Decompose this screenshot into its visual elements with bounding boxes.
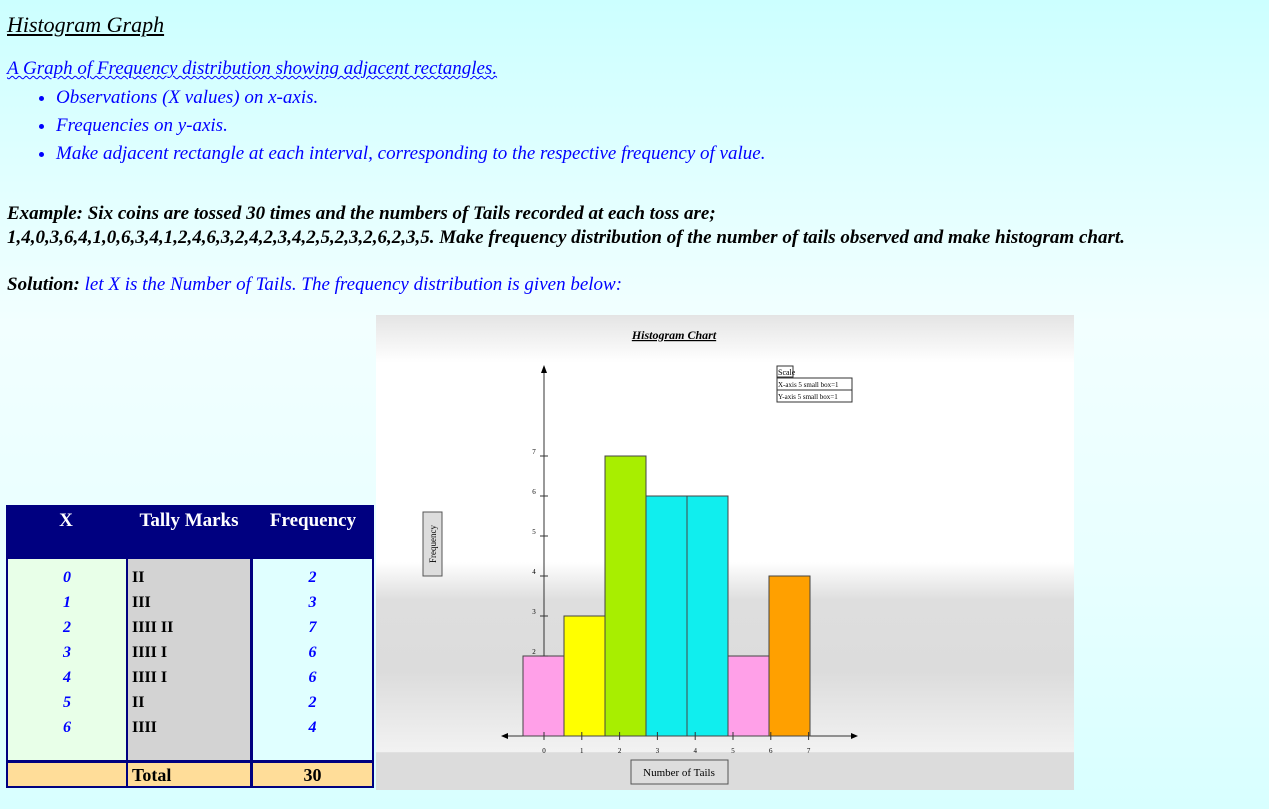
frequency-table (6, 505, 374, 788)
chart-title: Histogram Chart (631, 328, 717, 342)
x-tick-label: 0 (542, 747, 546, 755)
frequency-value: 6 (308, 644, 317, 661)
example-text (7, 202, 1125, 250)
histogram-bar (605, 456, 646, 736)
tally-marks: III (132, 594, 151, 611)
page-title: Histogram Graph (7, 12, 165, 37)
tally-marks: II (132, 569, 145, 586)
x-tick-label: 3 (655, 747, 660, 755)
tally-marks: IIII (132, 719, 157, 736)
x-value: 5 (63, 694, 71, 711)
x-tick-label: 1 (580, 747, 584, 755)
x-value: 1 (63, 594, 71, 611)
frequency-column (251, 557, 374, 762)
frequency-value: 3 (308, 594, 317, 611)
solution-body: let X is the Number of Tails. The frequency distribution is given below: (84, 274, 623, 295)
frequency-value: 7 (308, 619, 317, 636)
y-axis-arrow-icon (541, 365, 547, 373)
example-line: Example: Six coins are tossed 30 times and the numbers of Tails recorded at each toss are; (7, 203, 716, 224)
frequency-value: 2 (308, 694, 317, 711)
frequency-value: 6 (308, 669, 317, 686)
example-line: 1,4,0,3,6,4,1,0,6,3,4,1,2,4,6,3,2,4,2,3,4,2,5,2,3,2,6,2,3,5. Make frequency distribution of the number of tails observed and make histogram chart. (7, 227, 1125, 248)
bullet-item: • Observations (X values) on x-axis. (56, 84, 765, 112)
tally-column (126, 557, 252, 762)
x-tick-label: 6 (769, 747, 773, 755)
y-tick-label: 2 (532, 648, 536, 656)
histogram-bar (564, 616, 605, 736)
x-value: 3 (63, 644, 71, 661)
histogram-chart (376, 315, 1074, 790)
histogram-bar (769, 576, 810, 736)
total-value: 30 (251, 761, 374, 788)
header-frequency: Frequency (252, 505, 374, 557)
tally-marks: II (132, 694, 145, 711)
x-value: 4 (63, 669, 71, 686)
bullet-item: • Frequencies on y-axis. (56, 112, 765, 140)
x-value: 2 (63, 619, 71, 636)
tally-marks: IIII II (132, 619, 174, 636)
header-x: X (6, 505, 126, 557)
y-tick-label: 7 (532, 448, 536, 456)
chart-svg (376, 315, 1074, 790)
bullet-list (22, 84, 765, 168)
scale-box-y: Y-axis 5 small box=1 (778, 393, 838, 401)
tally-marks: IIII I (132, 644, 168, 661)
y-tick-label: 6 (532, 488, 536, 496)
x-tick-label: 7 (806, 747, 811, 755)
x-tick-label: 5 (731, 747, 735, 755)
solution-label: Solution: (7, 274, 80, 295)
scale-box-x: X-axis 5 small box=1 (778, 381, 839, 389)
histogram-bar (523, 656, 564, 736)
frequency-value: 2 (308, 569, 317, 586)
solution-text (7, 273, 622, 297)
x-tick-label: 4 (693, 747, 697, 755)
total-label: Total (126, 761, 252, 788)
x-axis-label: Number of Tails (643, 767, 715, 779)
y-axis-label: Frequency (428, 525, 438, 563)
tally-marks: IIII I (132, 669, 168, 686)
frequency-value: 4 (308, 719, 317, 736)
histogram-bar (728, 656, 769, 736)
x-tick-label: 2 (617, 747, 622, 755)
x-value: 6 (63, 719, 71, 736)
x-column (6, 557, 128, 762)
y-tick-label: 3 (532, 608, 536, 616)
x-value: 0 (63, 569, 71, 586)
y-tick-label: 5 (532, 528, 536, 536)
x-axis-left-arrow-icon (501, 733, 508, 739)
y-tick-label: 4 (532, 568, 536, 576)
scale-box-title: Scale (778, 368, 796, 377)
bullet-item: • Make adjacent rectangle at each interval, corresponding to the respective frequency of value. (56, 140, 765, 168)
histogram-bar (687, 496, 728, 736)
header-tally: Tally Marks (126, 505, 252, 557)
total-empty-cell (6, 761, 128, 788)
subtitle: A Graph of Frequency distribution showing adjacent rectangles. (7, 58, 498, 79)
x-axis-right-arrow-icon (851, 733, 858, 739)
histogram-bar (646, 496, 687, 736)
